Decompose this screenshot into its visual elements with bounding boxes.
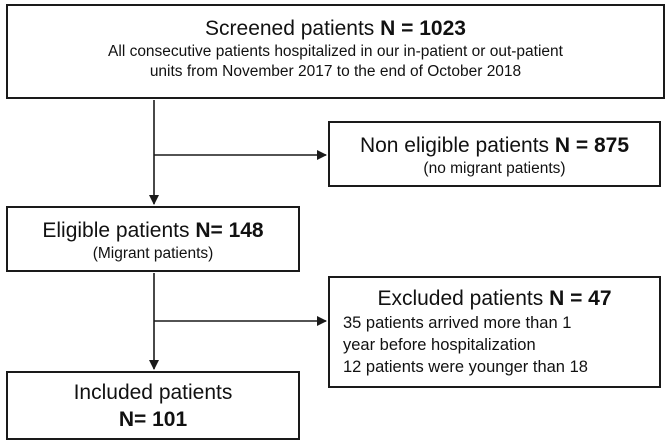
screened-desc-line1: All consecutive patients hospitalized in our in-patient or out-patient — [108, 43, 563, 60]
eligible-patients-box — [6, 206, 300, 272]
non-eligible-title: Non eligible patients — [359, 134, 555, 157]
excluded-reason-line3: 12 patients were younger than 18 — [343, 358, 588, 376]
eligible-desc: (Migrant patients) — [92, 245, 214, 262]
non-eligible-desc: (no migrant patients) — [423, 160, 566, 177]
screened-title: Screened patients — [205, 17, 381, 40]
screened-count: N = 1023 — [380, 17, 466, 40]
non-eligible-count: N = 875 — [554, 134, 630, 157]
eligible-title: Eligible patients — [42, 219, 196, 242]
included-title: Included patients — [73, 381, 233, 404]
non-eligible-patients-box — [328, 121, 661, 187]
eligible-count: N= 148 — [195, 219, 264, 242]
excluded-reason-line2: year before hospitalization — [343, 336, 536, 354]
screened-desc-line2: units from November 2017 to the end of October 2018 — [149, 63, 522, 80]
screened-patients-box — [6, 4, 665, 99]
non-eligible-heading — [330, 133, 659, 159]
eligible-heading — [8, 218, 298, 244]
included-patients-box — [6, 371, 300, 440]
excluded-heading — [330, 286, 659, 312]
included-count: N= 101 — [118, 408, 188, 431]
excluded-reason-line1: 35 patients arrived more than 1 — [343, 314, 572, 332]
screened-heading — [8, 16, 663, 42]
excluded-title: Excluded patients — [377, 287, 550, 310]
excluded-count: N = 47 — [549, 287, 612, 310]
excluded-patients-box — [328, 276, 661, 388]
